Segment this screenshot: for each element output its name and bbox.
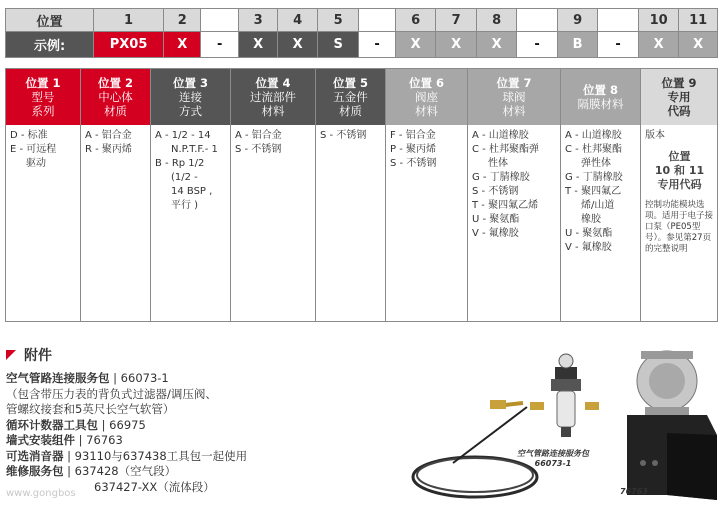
- example-11: X: [679, 32, 718, 58]
- option: (1/2 -: [171, 172, 198, 183]
- position-4-title: 位置 4: [255, 76, 291, 90]
- example-1: PX05: [94, 32, 164, 58]
- option: 橡胶: [581, 214, 601, 225]
- position-3-header: [151, 69, 230, 125]
- kit-caption-title: 空气管路连接服务包: [517, 449, 589, 458]
- example-2: X: [163, 32, 200, 58]
- option: R - 聚丙烯: [85, 144, 132, 155]
- example-row: [6, 32, 718, 58]
- accessory-line: 墙式安装组件 | 76763: [6, 433, 123, 447]
- position-2-header: [81, 69, 150, 125]
- position-3-column: [150, 68, 230, 322]
- option: U - 聚氨酯: [472, 214, 520, 225]
- kit-caption: [517, 449, 589, 469]
- position-5-sub: 材质: [339, 104, 362, 118]
- example-3: X: [238, 32, 277, 58]
- pos-2: 2: [163, 9, 200, 32]
- option: U - 聚氨酯: [565, 228, 613, 239]
- position-5-title: 位置 5: [332, 76, 368, 90]
- position-6-sub: 阀座: [415, 90, 438, 104]
- accessories-title: 附件: [24, 348, 52, 364]
- position-9-options: [641, 125, 717, 255]
- pump-kit-drawing: [405, 345, 724, 517]
- position-8-header: [561, 69, 640, 125]
- position-4-options: [231, 125, 315, 157]
- option: T - 聚四氟乙烯: [472, 200, 539, 211]
- example-dash: -: [517, 32, 558, 58]
- position-6-header: [386, 69, 467, 125]
- red-triangle-icon: [6, 350, 16, 360]
- accessory-line: （包含带压力表的背负式过滤器/调压阀、: [6, 386, 217, 401]
- option: E - 可远程: [10, 144, 57, 155]
- option: P - 聚丙烯: [390, 144, 436, 155]
- position-8-options: [561, 125, 640, 255]
- position-10-11-note: 控制功能模块选项。适用于电子接口泵（PE05型号）。参见第27页的完整说明: [645, 200, 714, 254]
- option: S - 不锈钢: [235, 144, 282, 155]
- option: 14 BSP ,: [171, 186, 213, 197]
- position-4-sub: 材料: [261, 104, 285, 118]
- watermark-text: www.gongbos: [6, 488, 76, 499]
- position-3-title: 位置 3: [172, 76, 208, 90]
- example-10: X: [638, 32, 679, 58]
- position-5-column: [315, 68, 385, 322]
- example-7: X: [436, 32, 477, 58]
- position-9-sub: 专用: [667, 90, 691, 104]
- option: S - 不锈钢: [390, 158, 437, 169]
- option: A - 铝合金: [235, 130, 282, 141]
- example-dash: -: [201, 32, 238, 58]
- accessory-line: 空气管路连接服务包 | 66073-1: [6, 371, 169, 385]
- model-code-table: [5, 8, 718, 58]
- accessory-line: 循环计数器工具包 | 66975: [6, 417, 146, 432]
- option: T - 聚四氟乙: [565, 186, 622, 197]
- position-2-options: [81, 125, 150, 157]
- option: S - 不锈钢: [472, 186, 519, 197]
- accessory-line: 管螺纹接套和5英尺长空气软管）: [6, 402, 175, 416]
- position-7-sub: 球阀: [502, 90, 526, 104]
- pos-3: 3: [238, 9, 277, 32]
- position-1-options: [6, 125, 80, 171]
- position-6-options: [386, 125, 467, 171]
- option: A - 山道橡胶: [472, 130, 529, 141]
- position-4-column: [230, 68, 315, 322]
- position-8-column: [560, 68, 640, 322]
- position-2-sub: 中心体: [98, 90, 133, 104]
- position-3-sub: 方式: [179, 104, 202, 118]
- position-10-11-title: [645, 150, 714, 192]
- option: 平行 ): [171, 200, 199, 211]
- kit-caption-number: 66073-1: [534, 459, 572, 468]
- position-1-column: [5, 68, 80, 322]
- position-5-options: [316, 125, 385, 143]
- pos-sep: [598, 9, 639, 32]
- option: N.P.T.F.- 1: [171, 144, 218, 155]
- pos-1: 1: [94, 9, 164, 32]
- accessories-illustration: [405, 345, 724, 517]
- position-7-sub: 材料: [502, 104, 526, 118]
- option: G - 丁腈橡胶: [472, 172, 530, 183]
- example-8: X: [476, 32, 517, 58]
- option: A - 1/2 - 14: [155, 130, 211, 141]
- p10-title-line: 位置: [668, 150, 691, 163]
- option: 版本: [645, 130, 665, 141]
- position-6-title: 位置 6: [408, 76, 444, 90]
- option: 烯/山道: [581, 200, 615, 211]
- position-8-sub: 隔膜材料: [577, 97, 624, 111]
- position-6-column: [385, 68, 467, 322]
- accessory-line: 可选消音器 | 93110与637438工具包一起使用: [6, 448, 248, 463]
- position-7-options: [468, 125, 560, 241]
- position-9-sub: 代码: [667, 104, 691, 118]
- option: F - 铝合金: [390, 130, 436, 141]
- position-3-options: [151, 125, 230, 213]
- accessory-line: 维修服务包 | 637428（空气段）: [6, 464, 177, 478]
- option: 驱动: [26, 158, 46, 169]
- option: B - Rp 1/2: [155, 158, 205, 169]
- position-header-label: 位置: [6, 9, 94, 32]
- example-4: X: [278, 32, 317, 58]
- position-9-header: [641, 69, 717, 125]
- example-dash: -: [359, 32, 395, 58]
- option: V - 氟橡胶: [472, 228, 519, 239]
- pos-8: 8: [476, 9, 517, 32]
- position-9-title: 位置 9: [661, 76, 697, 90]
- position-5-sub: 五金件: [333, 90, 368, 104]
- option: G - 丁腈橡胶: [565, 172, 623, 183]
- position-3-sub: 连接: [179, 90, 202, 104]
- position-9-column: [640, 68, 718, 322]
- option: V - 氟橡胶: [565, 242, 612, 253]
- position-2-sub: 材质: [104, 104, 127, 118]
- p10-title-line: 专用代码: [657, 178, 702, 191]
- position-header-row: [6, 9, 718, 32]
- option: A - 铝合金: [85, 130, 132, 141]
- position-options-grid: [5, 68, 718, 322]
- example-5: S: [317, 32, 359, 58]
- example-9: B: [557, 32, 598, 58]
- example-label: 示例:: [6, 32, 94, 58]
- pos-11: 11: [679, 9, 718, 32]
- accessories-section: [6, 345, 406, 495]
- pos-5: 5: [317, 9, 359, 32]
- position-4-header: [231, 69, 315, 125]
- example-dash: -: [598, 32, 639, 58]
- position-8-title: 位置 8: [582, 83, 618, 97]
- option: A - 山道橡胶: [565, 130, 622, 141]
- option: S - 不锈钢: [320, 130, 367, 141]
- accessories-heading: [6, 345, 406, 365]
- position-7-header: [468, 69, 560, 125]
- position-4-sub: 过流部件: [250, 90, 296, 104]
- option: 性体: [488, 158, 508, 169]
- pos-6: 6: [395, 9, 436, 32]
- position-7-title: 位置 7: [496, 76, 532, 90]
- pos-7: 7: [436, 9, 477, 32]
- pos-sep: [201, 9, 238, 32]
- example-6: X: [395, 32, 436, 58]
- position-7-column: [467, 68, 560, 322]
- position-1-title: 位置 1: [25, 76, 61, 90]
- position-2-title: 位置 2: [97, 76, 133, 90]
- position-1-sub: 系列: [31, 104, 55, 118]
- position-2-column: [80, 68, 150, 322]
- pos-10: 10: [638, 9, 679, 32]
- option: D - 标准: [10, 130, 48, 141]
- position-1-header: [6, 69, 80, 125]
- pos-sep: [517, 9, 558, 32]
- option: C - 杜邦聚酯: [565, 144, 622, 155]
- pos-4: 4: [278, 9, 317, 32]
- mount-caption: 76763: [620, 487, 648, 496]
- p10-title-line: 10 和 11: [654, 164, 705, 177]
- option: 弹性体: [581, 158, 611, 169]
- position-6-sub: 材料: [415, 104, 438, 118]
- pos-sep: [359, 9, 395, 32]
- pos-9: 9: [557, 9, 598, 32]
- position-5-header: [316, 69, 385, 125]
- position-1-sub: 型号: [31, 90, 55, 104]
- accessory-line: 637427-XX（流体段）: [94, 479, 215, 494]
- option: C - 杜邦聚酯弹: [472, 144, 539, 155]
